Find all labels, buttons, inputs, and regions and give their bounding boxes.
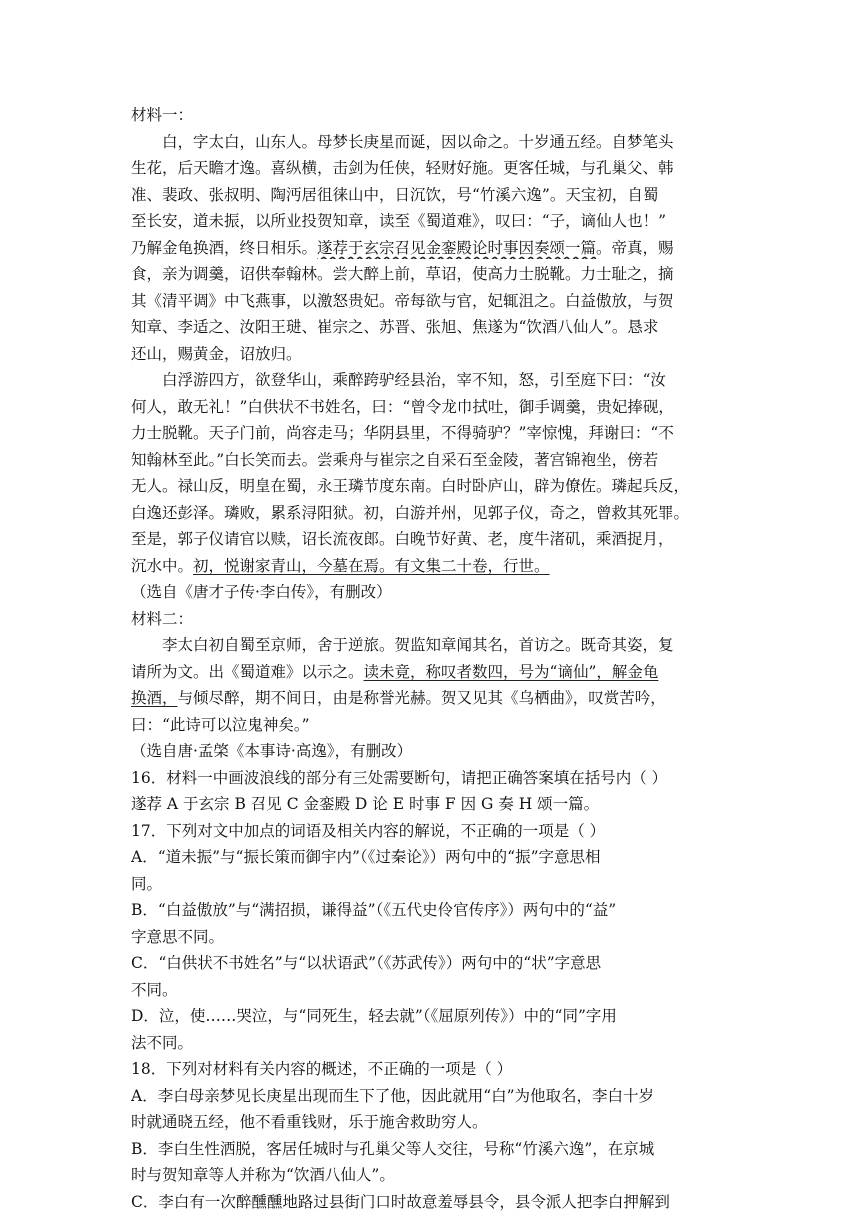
text-line (131, 237, 731, 259)
wavy-underlined-text: 遂荐于玄宗召见金銮殿论时事因奏颂一篇 (317, 239, 597, 257)
text-segment: 乃解金龟换酒，终日相乐。 (131, 239, 318, 257)
source-note: （选自《唐才子传·李白传》，有删改） (131, 583, 392, 601)
option-b: B．李白生性洒脱，客居任城时与孔巢父等人交往，号称“竹溪六逸”，在京城 (131, 1140, 655, 1158)
text-line: 李太白初自蜀至京师，舍于逆旅。贺监知章闻其名，首访之。既奇其姿，复 (162, 636, 674, 654)
text-line: 食，亲为调羹，诏供奉翰林。尝大醉上前，草诏，使高力士脱靴。力士耻之，摘 (131, 265, 674, 283)
text-line: 何人，敢无礼！”白供状不书姓名，曰：“曾令龙巾拭吐，御手调羹，贵妃捧砚， (131, 398, 674, 416)
text-line (131, 555, 731, 577)
option-b: B．“白益傲放”与“满招损，谦得益”（《五代史伶官传序》）两句中的“益” (131, 901, 617, 919)
option-c: C．李白有一次醉醺醺地路过县街门口时故意羞辱县令，县令派人把李白押解到 (131, 1193, 670, 1211)
option-a: A．李白母亲梦见长庚星出现而生下了他，因此就用“白”为他取名，李白十岁 (131, 1087, 655, 1105)
text-line: 其《清平调》中飞燕事，以激怒贵妃。帝每欲与官，妃辄沮之。白益傲放，与贺 (131, 292, 674, 310)
text-line: 力士脱靴。天子门前，尚容走马；华阴县里，不得骑驴？”宰惊愧，拜谢曰：“不 (131, 424, 674, 442)
text-segment: 沉水中。 (131, 557, 194, 575)
text-line: 准、裴政、张叔明、陶沔居徂徕山中，日沉饮，号“竹溪六逸”。天宝初，自蜀 (131, 186, 659, 204)
question-18: 18．下列对材料有关内容的概述，不正确的一项是（ ） (131, 1060, 513, 1078)
question-16-text: 遂荐 A 于玄宗 B 召见 C 金銮殿 D 论 E 时事 F 因 G 奏 H 颂一篇。 (131, 795, 600, 813)
heading-material-1: 材料一： (131, 106, 194, 124)
source-note: （选自唐·孟棨《本事诗·高逸》，有删改） (131, 742, 413, 760)
text-line: 白，字太白，山东人。母梦长庚星而诞，因以命之。十岁通五经。自梦笔头 (162, 133, 674, 151)
text-line: 知章、李适之、汝阳王琎、崔宗之、苏晋、张旭、焦遂为“饮酒八仙人”。恳求 (131, 318, 659, 336)
text-line: 还山，赐黄金，诏放归。 (131, 345, 302, 363)
option-text: 时就通晓五经，他不看重钱财，乐于施舍救助穷人。 (131, 1113, 488, 1131)
text-line: 至是，郭子仪请官以赎，诏长流夜郎。白晚节好黄、老，度牛渚矶，乘酒捉月， (131, 530, 674, 548)
option-text: 字意思不同。 (131, 928, 225, 946)
question-17: 17．下列对文中加点的词语及相关内容的解说，不正确的一项是（ ） (131, 822, 606, 840)
option-text: 同。 (131, 875, 163, 893)
text-line: 无人。禄山反，明皇在蜀，永王璘节度东南。白时卧庐山，辟为僚佐。璘起兵反， (131, 477, 690, 495)
text-segment: 请所为文。出《蜀道难》以示之。 (131, 663, 364, 681)
text-line: 生花，后天瞻才逸。喜纵横，击剑为任侠，轻财好施。更客任城，与孔巢父、韩 (131, 159, 674, 177)
option-text: 时与贺知章等人并称为“饮酒八仙人”。 (131, 1166, 395, 1184)
underlined-text: 初，悦谢家青山，今墓在焉。有文集二十卷，行世。 (193, 557, 550, 575)
underlined-text: 换酒， (131, 689, 178, 707)
text-line (131, 661, 731, 683)
text-line: 曰：“此诗可以泣鬼神矣。” (131, 716, 310, 734)
heading-material-2: 材料二： (131, 610, 194, 628)
option-a: A．“道未振”与“振长策而御宇内”（《过秦论》）两句中的“振”字意思相 (131, 848, 601, 866)
text-line: 白逸还彭泽。璘败，累系浔阳狱。初，白游并州，见郭子仪，奇之，曾救其死罪。 (131, 504, 690, 522)
option-text: 法不同。 (131, 1034, 194, 1052)
option-c: C．“白供状不书姓名”与“以状语武”（《苏武传》）两句中的“状”字意思 (131, 954, 602, 972)
underlined-text: 读未竟，称叹者数四，号为“谪仙”，解金龟 (363, 663, 659, 681)
text-line: 至长安，道未振，以所业投贺知章，读至《蜀道难》，叹曰：“子，谪仙人也！” (131, 212, 667, 230)
question-16: 16．材料一中画波浪线的部分有三处需要断句，请把正确答案填在括号内（ ） (131, 769, 668, 787)
text-segment: 与倾尽醉，期不间日，由是称誉光赫。贺又见其《乌栖曲》，叹赏苦吟， (177, 689, 666, 707)
text-line (131, 687, 731, 709)
option-d: D．泣，使……哭泣，与“同死生，轻去就”（《屈原列传》）中的“同”字用 (131, 1007, 617, 1025)
option-text: 不同。 (131, 981, 178, 999)
text-line: 知翰林至此。”白长笑而去。尝乘舟与崔宗之自采石至金陵，著宫锦袍坐，傍若 (131, 451, 659, 469)
text-line: 白浮游四方，欲登华山，乘醉跨驴经县治，宰不知，怒，引至庭下曰：“汝 (162, 371, 666, 389)
text-segment: 。帝真，赐 (596, 239, 674, 257)
